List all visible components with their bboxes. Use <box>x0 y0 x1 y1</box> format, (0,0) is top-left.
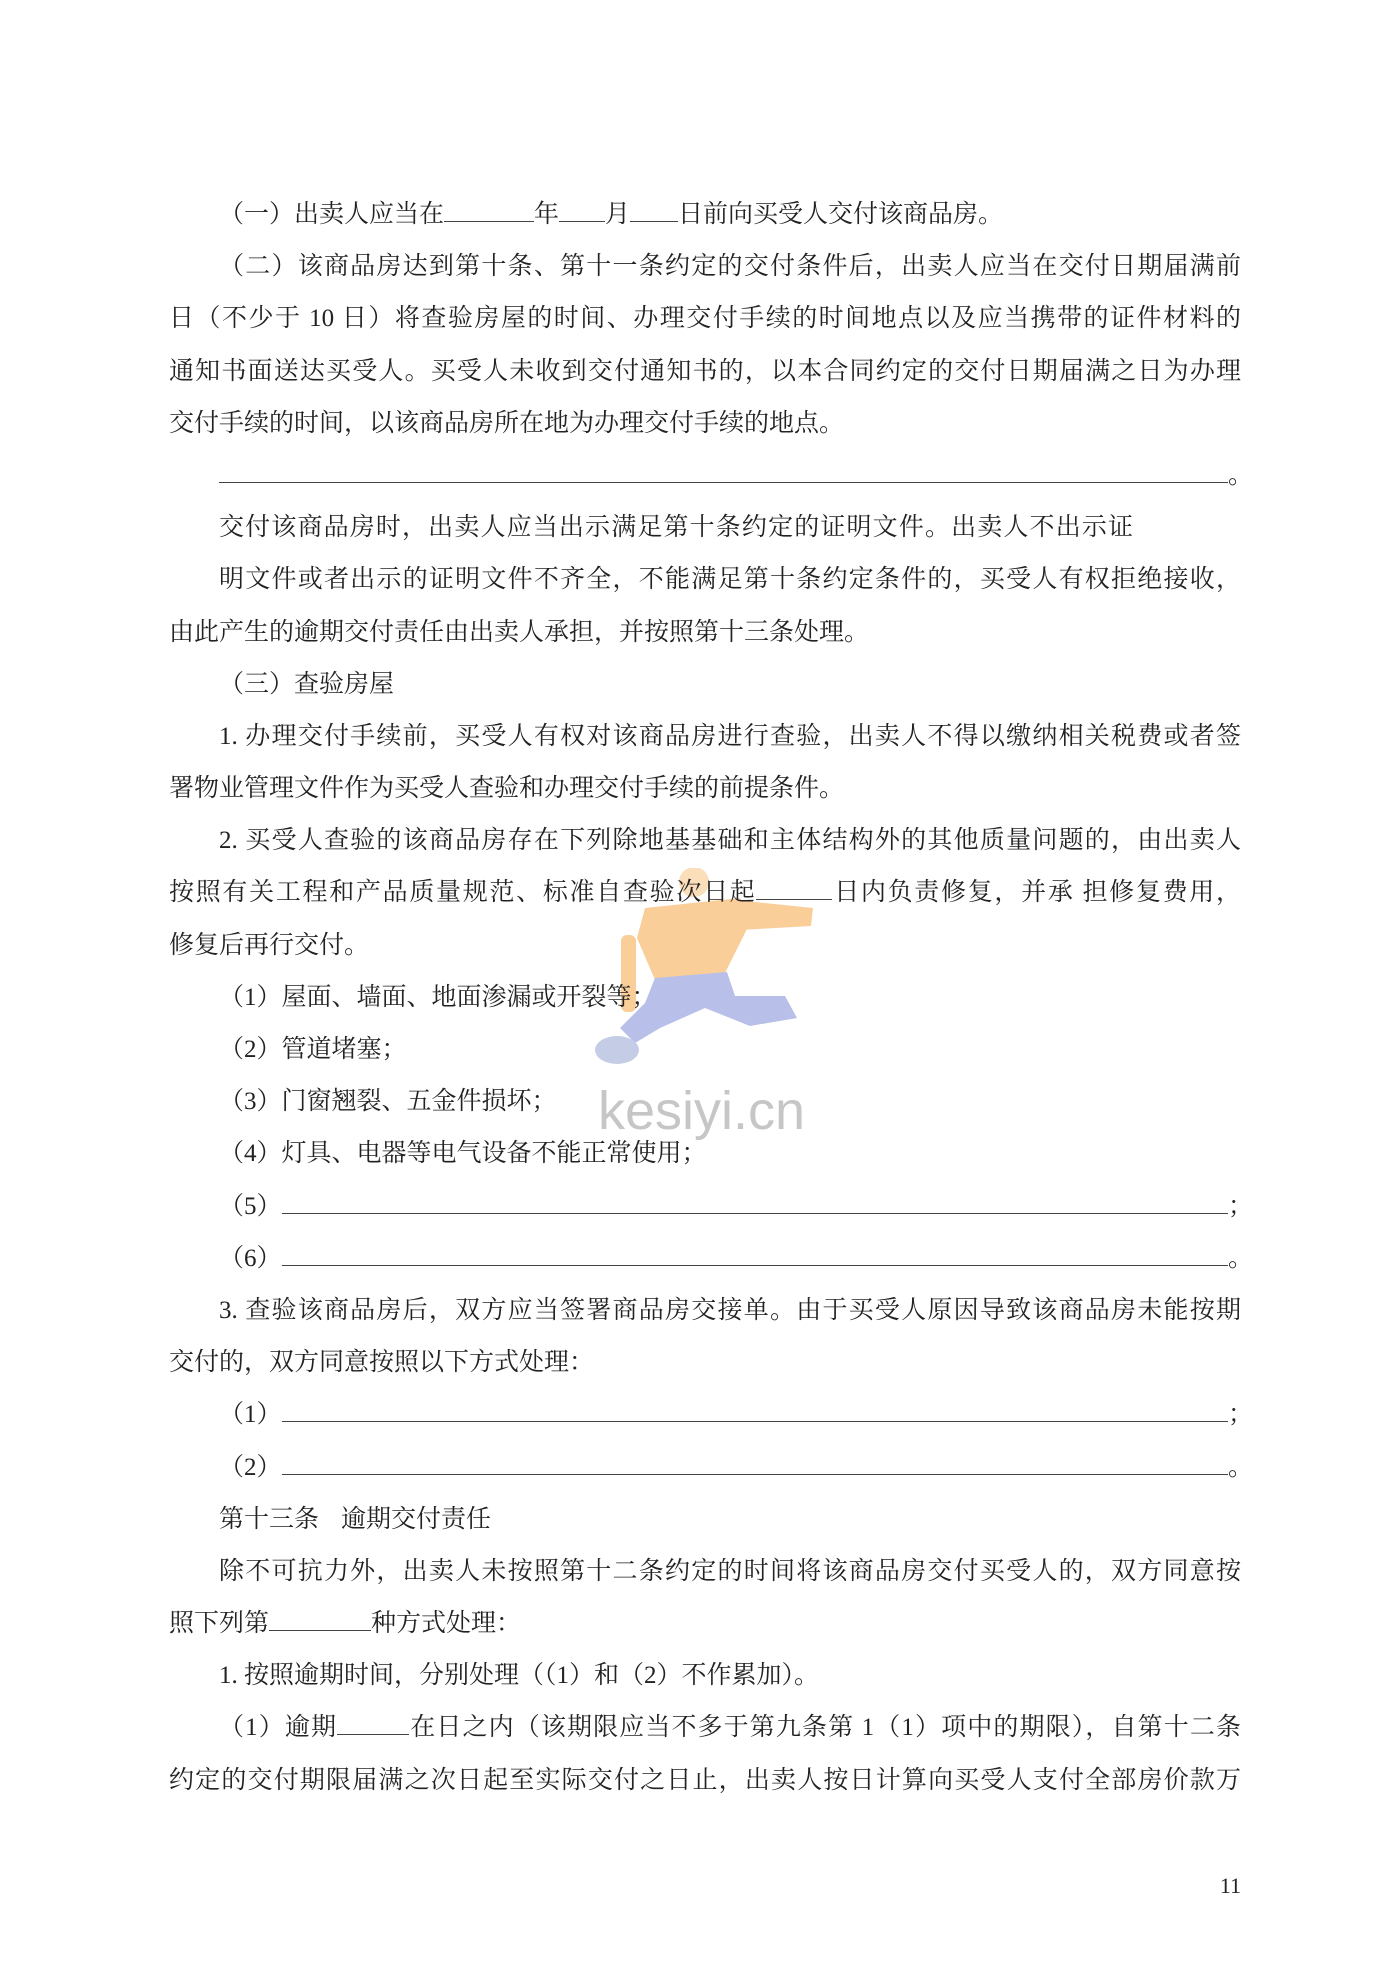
issue-5-blank <box>282 1191 1228 1214</box>
inspection-point-2-line: 2. 买受人查验的该商品房存在下列除地基基础和主体结构外的其他质量问题的，由出卖人 <box>219 827 1241 855</box>
quality-issue-item <box>169 1181 1253 1233</box>
issue-6-end-mark: 。 <box>1227 1244 1253 1272</box>
issue-6-blank <box>282 1243 1228 1266</box>
option-1-end-mark: ； <box>1227 1401 1253 1429</box>
year-label: 年 <box>534 201 560 228</box>
issue-6-label: （6） <box>219 1244 282 1272</box>
option-2-end-mark: 。 <box>1227 1453 1253 1481</box>
article-13-number: 第十三条 <box>219 1505 320 1533</box>
watermark-text: kesiyi.cn <box>598 1081 806 1141</box>
certificate-line: 交付该商品房时，出卖人应当出示满足第十条约定的证明文件。出卖人不出示证 <box>219 514 1133 542</box>
delivery-notice-line: 通知书面送达买受人。买受人未收到交付通知书的，以本合同约定的交付日期届满之日为办理 <box>169 357 1241 385</box>
overdue-text-after: 在日之内（该期限应当不多于第九条第 1（1）项中的期限），自第十二条 <box>409 1714 1241 1742</box>
quality-issue-item: （1）屋面、墙面、地面渗漏或开裂等； <box>219 983 657 1011</box>
delivery-notice-line: （二）该商品房达到第十条、第十一条约定的交付条件后，出卖人应当在交付日期届满前 <box>219 253 1241 281</box>
delivery-date-suffix: 日前向买受人交付该商品房。 <box>678 201 1004 228</box>
inspection-point-3-line: 交付的，双方同意按照以下方式处理： <box>169 1349 595 1377</box>
repair-text-after: 日内负责修复，并承 担修复费用， <box>832 879 1241 907</box>
option-2-label: （2） <box>219 1453 282 1481</box>
month-label: 月 <box>605 201 631 228</box>
year-blank <box>444 199 534 222</box>
quality-issue-item: （2）管道堵塞； <box>219 1036 407 1063</box>
delivery-date-prefix: （一）出卖人应当在 <box>219 201 445 228</box>
month-blank <box>559 199 605 222</box>
method-text-after: 种方式处理： <box>371 1610 522 1638</box>
delivery-notice-line: 交付手续的时间，以该商品房所在地为办理交付手续的地点。 <box>169 409 845 437</box>
handling-option-item <box>169 1442 1253 1494</box>
issue-5-label: （5） <box>219 1192 282 1220</box>
supplement-blank-line <box>169 450 1253 502</box>
inspection-point-1-line: 署物业管理文件作为买受人查验和办理交付手续的前提条件。 <box>169 775 845 803</box>
delivery-date-line <box>169 189 1241 241</box>
inspection-point-2-line: 修复后再行交付。 <box>169 931 370 959</box>
method-number-blank <box>269 1608 371 1631</box>
issue-5-end-mark: ； <box>1227 1192 1253 1220</box>
supplement-end-mark: 。 <box>1227 461 1253 489</box>
quality-issue-item: （4）灯具、电器等电气设备不能正常使用； <box>219 1140 707 1168</box>
option-2-blank <box>282 1452 1228 1475</box>
overdue-text-before: （1）逾期 <box>219 1714 338 1742</box>
page-number: 11 <box>1219 1873 1241 1898</box>
delivery-notice-line: 日（不少于 10 日）将查验房屋的时间、办理交付手续的时间地点以及应当携带的证件材料的 <box>169 305 1241 333</box>
overdue-days-blank <box>337 1712 409 1735</box>
method-text-before: 照下列第 <box>169 1610 270 1638</box>
article-13-intro-line: 除不可抗力外，出卖人未按照第十二条约定的时间将该商品房交付买受人的，双方同意按 <box>219 1557 1241 1585</box>
quality-issue-item: （3）门窗翘裂、五金件损坏； <box>219 1088 557 1116</box>
certificate-line: 由此产生的逾期交付责任由出卖人承担，并按照第十三条处理。 <box>169 618 870 646</box>
option-1-label: （1） <box>219 1401 282 1429</box>
overdue-sub-1-line <box>169 1702 1241 1754</box>
inspection-point-2-line <box>169 867 1241 919</box>
inspection-point-3-line: 3. 查验该商品房后，双方应当签署商品房交接单。由于买受人原因导致该商品房未能按期 <box>219 1296 1241 1324</box>
repair-text-before: 按照有关工程和产品质量规范、标准自查验次日起 <box>169 879 757 907</box>
article-13-heading <box>169 1494 1241 1546</box>
supplement-blank <box>219 460 1228 483</box>
overdue-sub-1-line: 约定的交付期限届满之次日起至实际交付之日止，出卖人按日计算向买受人支付全部房价款万 <box>169 1766 1241 1794</box>
quality-issue-item <box>169 1233 1253 1285</box>
article-13-intro-line <box>169 1598 1241 1650</box>
certificate-line: 明文件或者出示的证明文件不齐全，不能满足第十条约定条件的，买受人有权拒绝接收， <box>219 566 1241 594</box>
handling-option-item <box>169 1389 1253 1441</box>
contract-body <box>169 189 1253 1807</box>
option-1-blank <box>282 1399 1228 1422</box>
inspection-heading: （三）查验房屋 <box>219 670 395 698</box>
repair-days-blank <box>756 877 832 900</box>
inspection-point-1-line: 1. 办理交付手续前，买受人有权对该商品房进行查验，出卖人不得以缴纳相关税费或者签 <box>219 722 1241 750</box>
article-13-method-1: 1. 按照逾期时间，分别处理（（1）和（2）不作累加）。 <box>219 1662 820 1690</box>
day-blank <box>630 199 678 222</box>
article-13-title: 逾期交付责任 <box>341 1505 492 1533</box>
